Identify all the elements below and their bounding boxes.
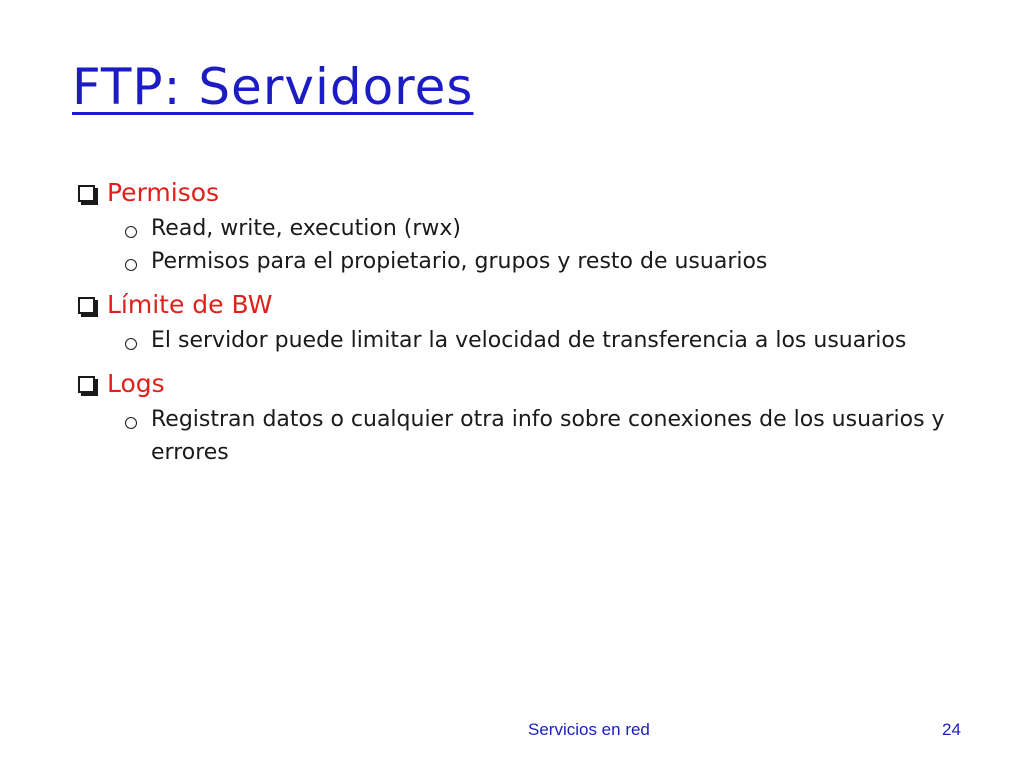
circle-bullet-icon (125, 338, 137, 350)
section-logs (78, 363, 958, 469)
section-head (78, 172, 958, 212)
section-label: Logs (107, 368, 165, 398)
list-item-text: El servidor puede limitar la velocidad de transferencia a los usuarios (151, 328, 907, 353)
checkbox-bullet-icon (78, 297, 95, 314)
checkbox-bullet-icon (78, 185, 95, 202)
list-item (125, 324, 958, 357)
list-item (125, 403, 958, 469)
section-head (78, 284, 958, 324)
list-item (125, 212, 958, 245)
circle-bullet-icon (125, 226, 137, 238)
section-permisos (78, 172, 958, 278)
slide-title: FTP: Servidores (72, 58, 474, 116)
footer-label: Servicios en red (528, 720, 650, 739)
circle-bullet-icon (125, 259, 137, 271)
list-item-text: Registran datos o cualquier otra info sobre conexiones de los usuarios y errores (151, 407, 945, 465)
list-item-text: Read, write, execution (rwx) (151, 216, 461, 241)
section-label: Límite de BW (107, 289, 273, 319)
section-label: Permisos (107, 177, 220, 207)
slide-content (78, 172, 958, 475)
circle-bullet-icon (125, 417, 137, 429)
list-item-text: Permisos para el propietario, grupos y resto de usuarios (151, 249, 768, 274)
list-item (125, 245, 958, 278)
section-limite-bw (78, 284, 958, 357)
checkbox-bullet-icon (78, 376, 95, 393)
section-head (78, 363, 958, 403)
page-number: 24 (942, 720, 961, 739)
